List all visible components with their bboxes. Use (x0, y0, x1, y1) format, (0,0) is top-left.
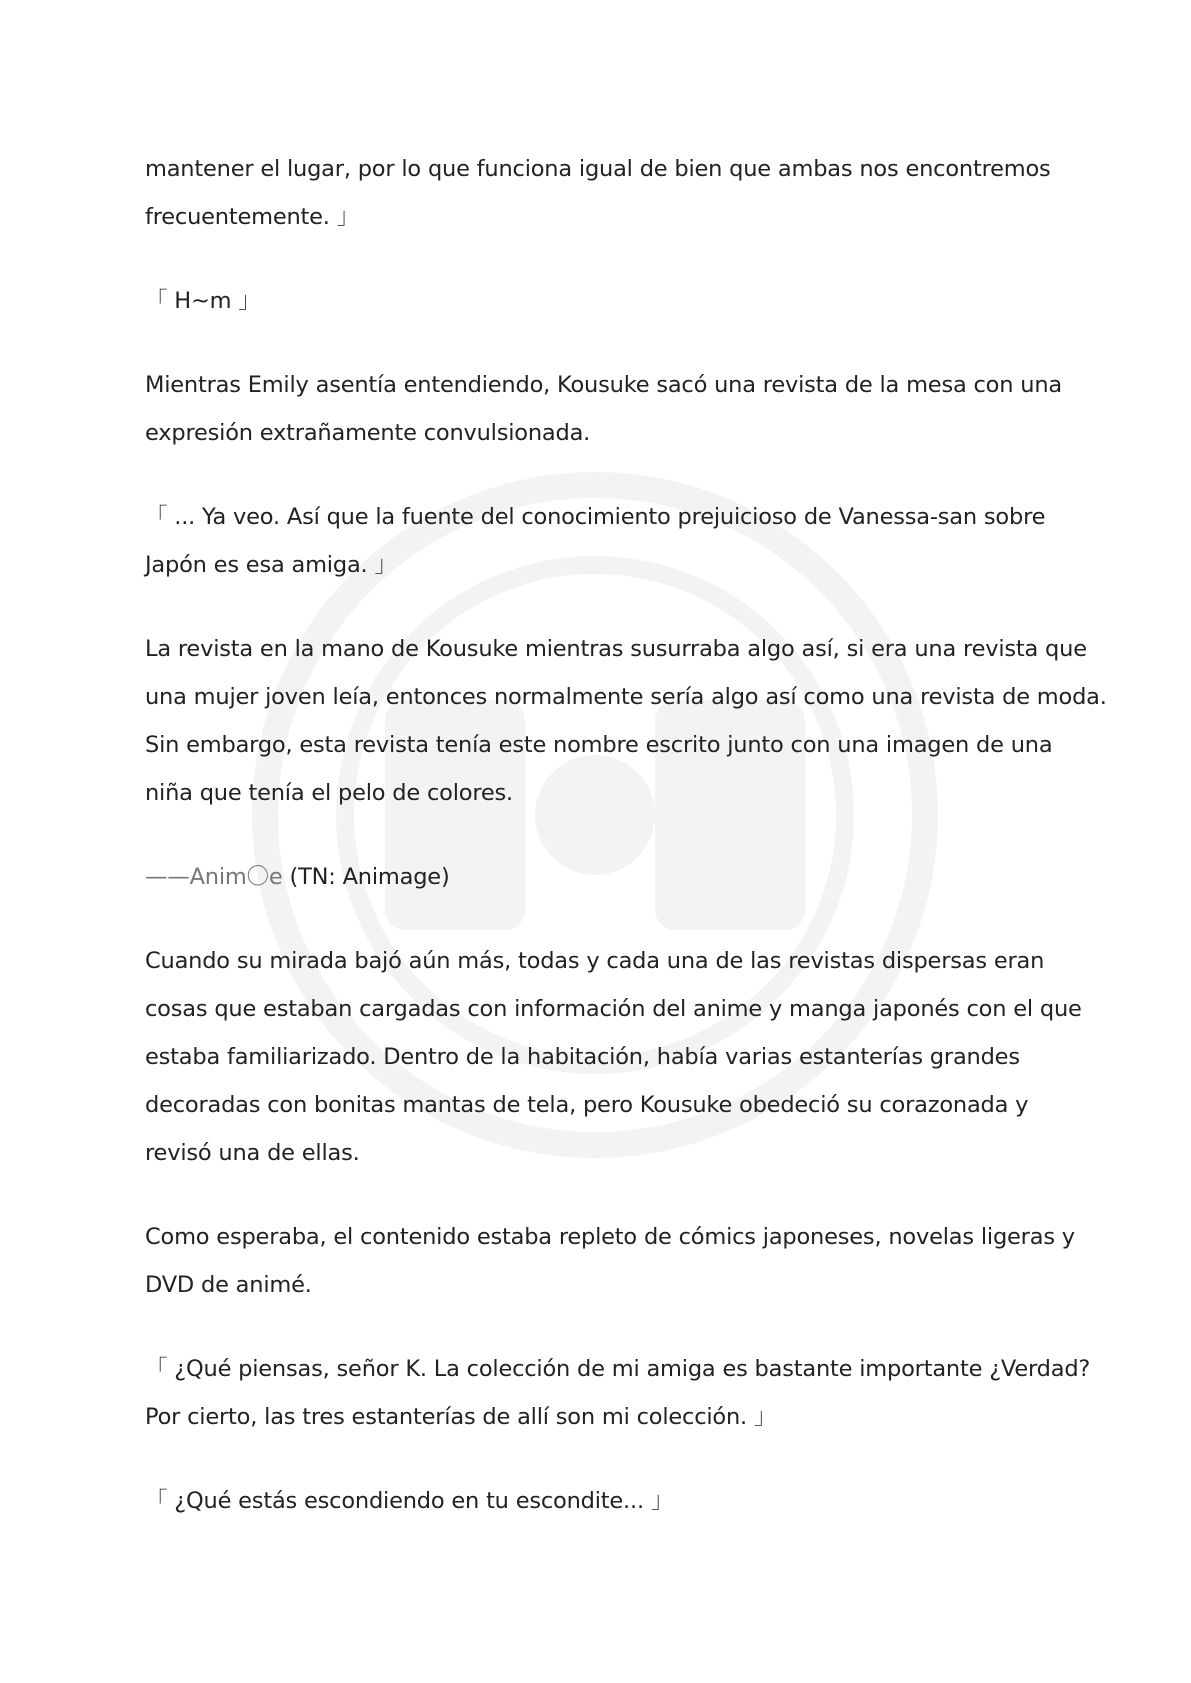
paragraph (145, 493, 1075, 589)
text-line: mantener el lugar, por lo que funciona igual de bien que ambas nos encontremos (145, 156, 1051, 182)
text-line (145, 853, 1075, 901)
text-line: estaba familiarizado. Dentro de la habitación, había varias estanterías grandes (145, 1044, 1020, 1070)
paragraph (145, 1345, 1091, 1441)
paragraph (145, 853, 1075, 901)
text-line: cosas que estaban cargadas con información del anime y manga japonés con el que (145, 996, 1082, 1022)
paragraph (145, 625, 1107, 817)
paragraph (145, 1213, 1075, 1309)
paragraph (145, 145, 1075, 241)
text-line: 「 ¿Qué estás escondiendo en tu escondite... 」 (145, 1488, 674, 1514)
text-line: Cuando su mirada bajó aún más, todas y cada una de las revistas dispersas eran (145, 948, 1045, 974)
document-body (145, 145, 1107, 1561)
text-line: Sin embargo, esta revista tenía este nombre escrito junto con una imagen de una (145, 732, 1053, 758)
paragraph (145, 937, 1082, 1177)
paragraph (145, 361, 1075, 457)
text-line: expresión extrañamente convulsionada. (145, 420, 591, 446)
text-line: niña que tenía el pelo de colores. (145, 780, 514, 806)
text-line: una mujer joven leía, entonces normalmente sería algo así como una revista de moda. (145, 684, 1107, 710)
translator-note: (TN: Animage) (282, 864, 450, 890)
magazine-title: ——Anim〇e (145, 864, 283, 890)
text-line: La revista en la mano de Kousuke mientras susurraba algo así, si era una revista que (145, 636, 1087, 662)
text-line: Como esperaba, el contenido estaba repleto de cómics japoneses, novelas ligeras y (145, 1224, 1075, 1250)
paragraph (145, 1477, 1075, 1525)
text-line: 「 ¿Qué piensas, señor K. La colección de mi amiga es bastante importante ¿Verdad? (145, 1356, 1091, 1382)
text-line: 「 H~m 」 (145, 288, 261, 314)
text-line: Mientras Emily asentía entendiendo, Kousuke sacó una revista de la mesa con una (145, 372, 1062, 398)
text-line: Por cierto, las tres estanterías de allí son mi colección. 」 (145, 1404, 777, 1430)
text-line: revisó una de ellas. (145, 1140, 360, 1166)
text-line: Japón es esa amiga. 」 (145, 552, 397, 578)
text-line: DVD de animé. (145, 1272, 312, 1298)
text-line: 「 ... Ya veo. Así que la fuente del conocimiento prejuicioso de Vanessa-san sobre (145, 504, 1046, 530)
paragraph (145, 277, 1075, 325)
text-line: decoradas con bonitas mantas de tela, pero Kousuke obedeció su corazonada y (145, 1092, 1029, 1118)
text-line: frecuentemente. 」 (145, 204, 360, 230)
